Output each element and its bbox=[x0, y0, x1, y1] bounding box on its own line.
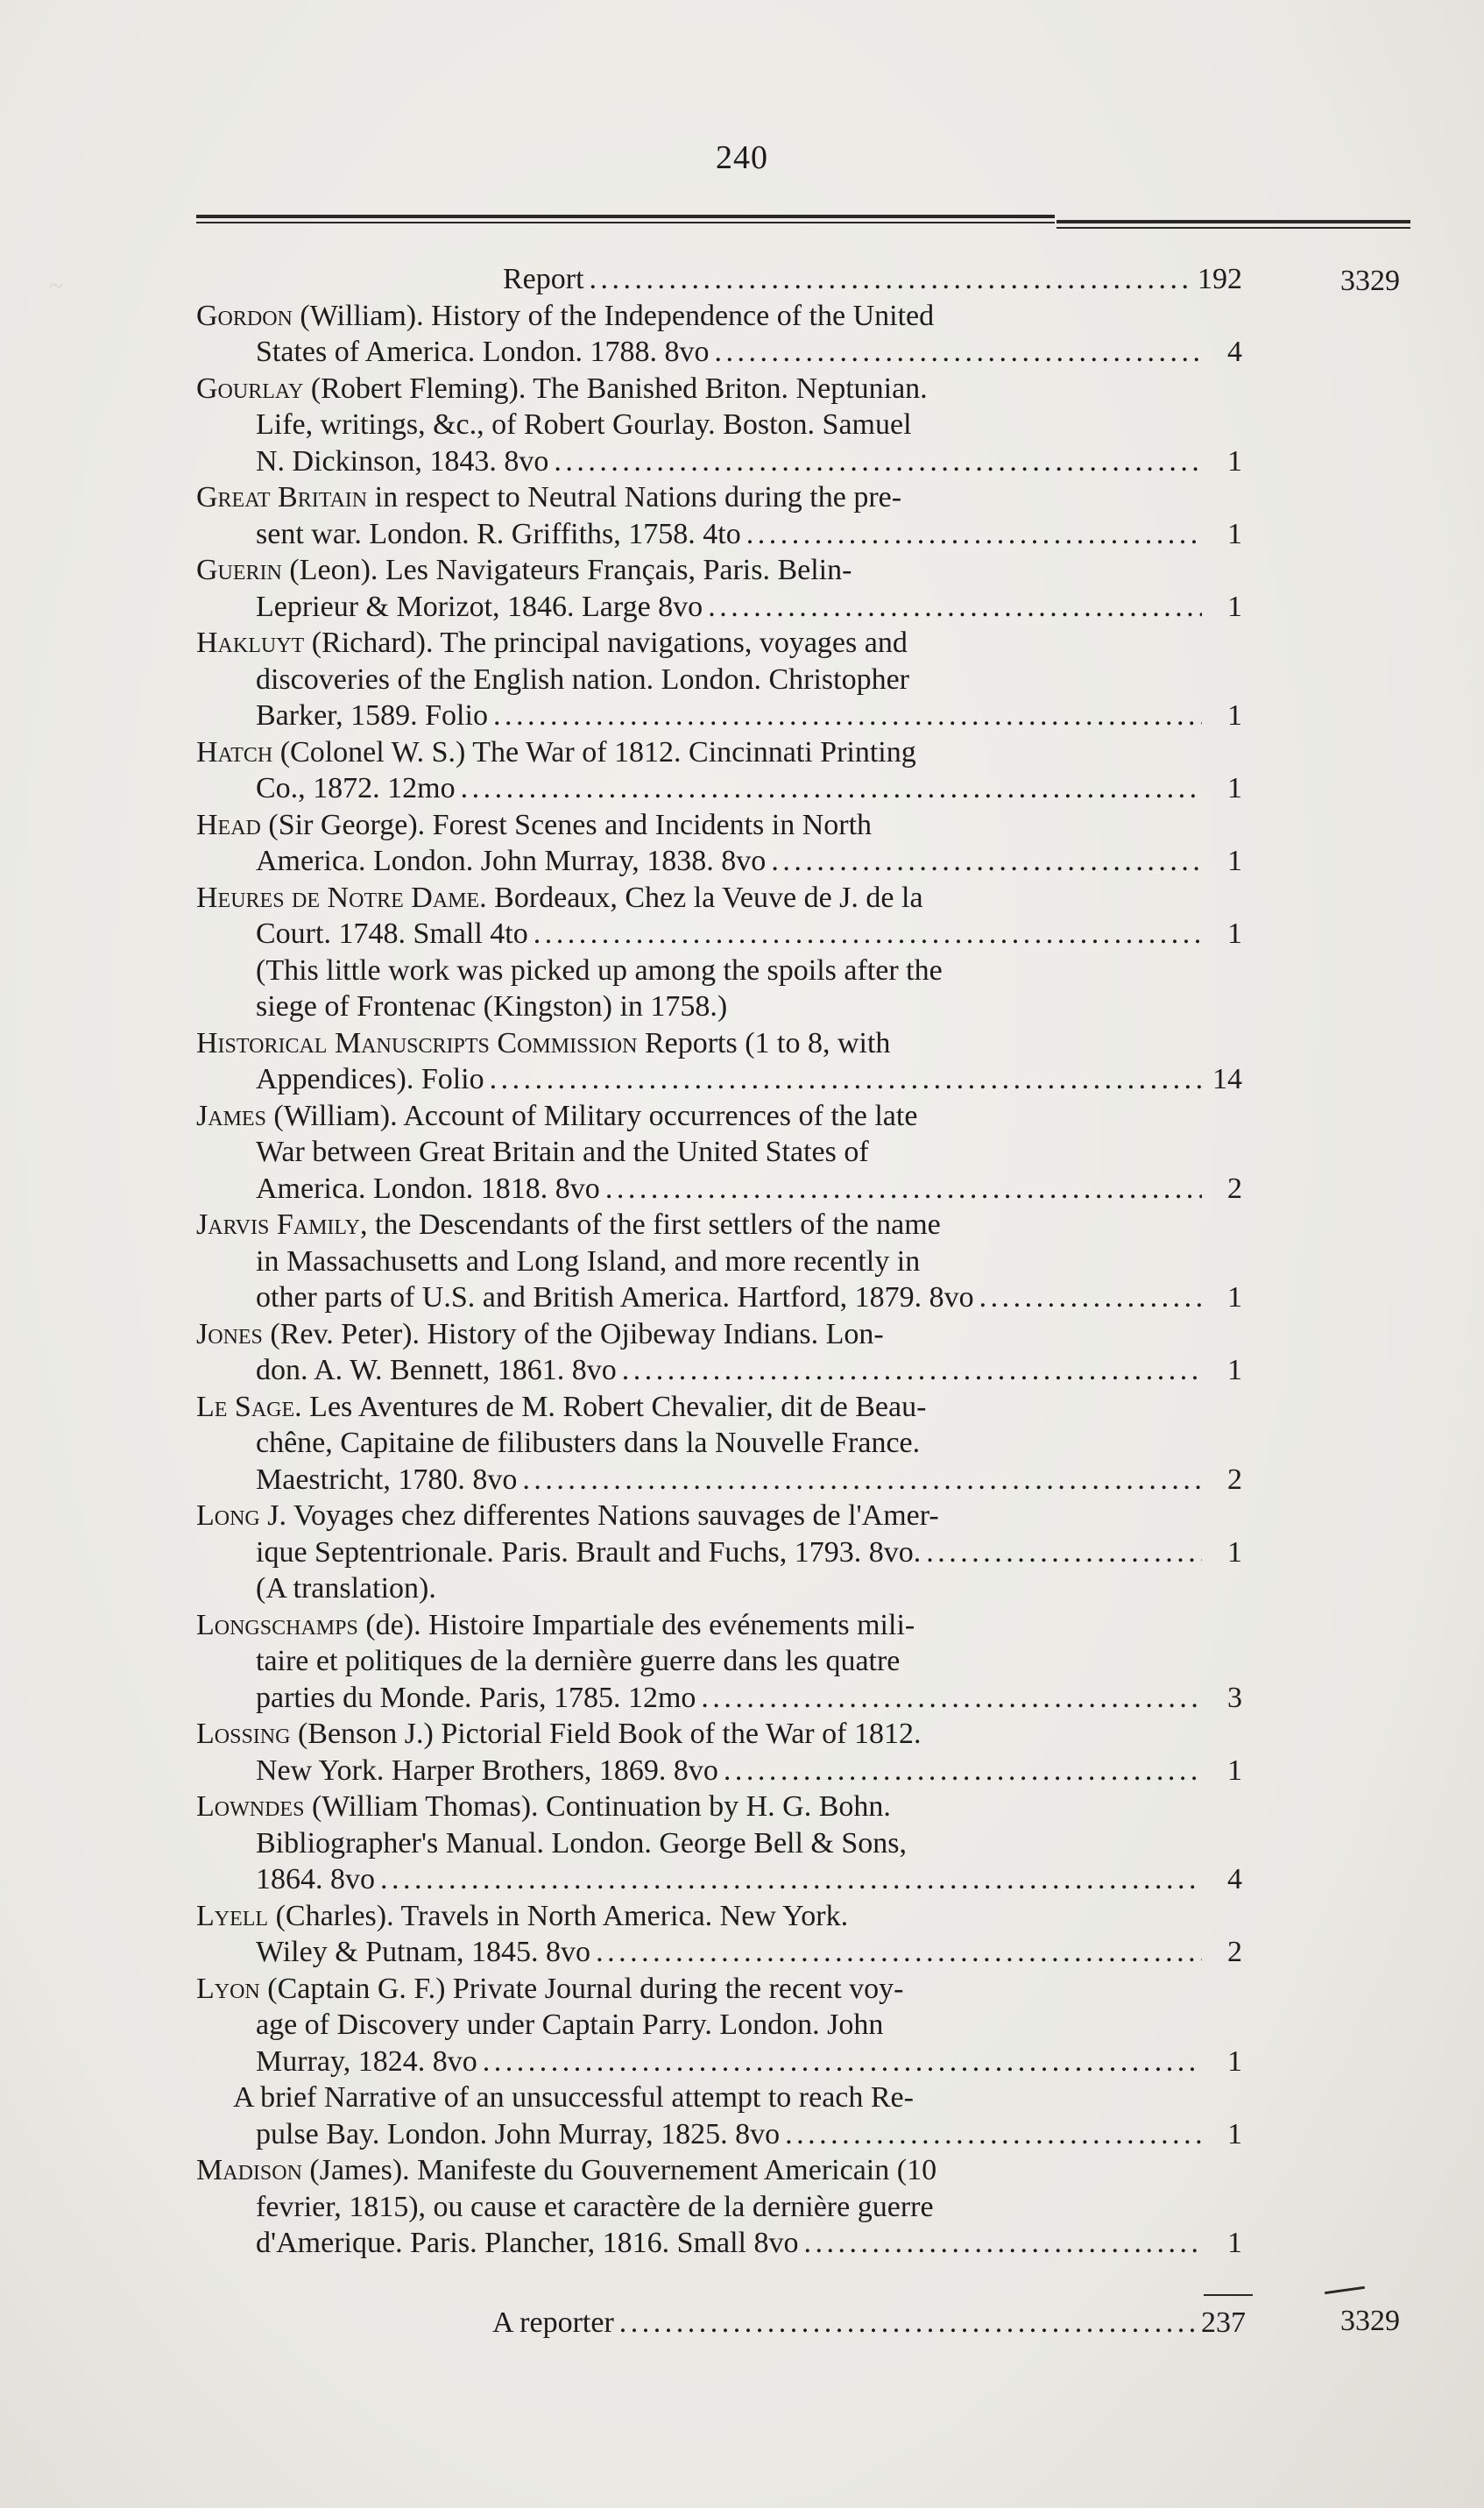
entry-author: Gordon bbox=[196, 299, 293, 332]
entry-count: 2 bbox=[1227, 1463, 1242, 1496]
entry-text: chêne, Capitaine de filibusters dans la Nouvelle France. bbox=[256, 1427, 921, 1459]
catalogue-entry bbox=[196, 1971, 1242, 2080]
entry-count: 1 bbox=[1227, 1535, 1242, 1569]
entry-text: don. A. W. Bennett, 1861. 8vo bbox=[256, 1354, 617, 1386]
leader-dots bbox=[804, 2225, 1202, 2262]
entry-text: J. Voyages chez differentes Nations sauvages de l'Amer- bbox=[267, 1499, 939, 1532]
header-rule-right-thin bbox=[1056, 227, 1410, 229]
catalogue-entry bbox=[196, 371, 1242, 480]
entry-text: America. London. John Murray, 1838. 8vo bbox=[256, 845, 767, 877]
catalogue-entry bbox=[196, 1898, 1242, 1971]
entry-text: Reports (1 to 8, with bbox=[644, 1026, 891, 1059]
entry-author: Long bbox=[196, 1499, 260, 1532]
entry-text: parties du Monde. Paris, 1785. 12mo bbox=[256, 1681, 696, 1714]
catalogue-entry bbox=[196, 1789, 1242, 1898]
catalogue-entry bbox=[196, 2152, 1242, 2262]
entry-text: taire et politiques de la dernière guerre dans les quatre bbox=[256, 1645, 901, 1677]
catalogue-entry bbox=[196, 1389, 1242, 1498]
entry-text: Appendices). Folio bbox=[256, 1063, 484, 1095]
entry-text: Murray, 1824. 8vo bbox=[256, 2044, 477, 2078]
catalogue-entry bbox=[196, 1607, 1242, 1717]
entry-count: 1 bbox=[1227, 772, 1242, 804]
leader-dots bbox=[590, 261, 1192, 298]
report-value: 192 bbox=[1198, 263, 1242, 295]
leader-dots bbox=[554, 443, 1202, 480]
catalogue-entry bbox=[196, 1025, 1242, 1098]
entry-count: 2 bbox=[1227, 1172, 1242, 1205]
catalogue-entry bbox=[196, 1716, 1242, 1789]
catalogue-entry bbox=[196, 880, 1242, 1025]
entry-count: 2 bbox=[1227, 1936, 1242, 1968]
entry-text: War between Great Britain and the United States of bbox=[256, 1136, 869, 1168]
entry-text: discoveries of the English nation. London. Christopher bbox=[256, 662, 909, 696]
entry-note: (This little work was picked up among the spoils after the bbox=[256, 953, 943, 987]
entry-text: (Sir George). Forest Scenes and Incidents in North bbox=[268, 808, 873, 841]
catalogue-entry bbox=[196, 807, 1242, 880]
entry-author: Lyon bbox=[196, 1972, 260, 2005]
entry-text: Co., 1872. 12mo bbox=[256, 772, 456, 804]
leader-dots bbox=[771, 843, 1202, 880]
entry-text: (William). History of the Independence of the United bbox=[300, 299, 935, 332]
footer-total-line bbox=[492, 2306, 1246, 2340]
entry-author: Lossing bbox=[196, 1718, 291, 1750]
header-rule-right bbox=[1056, 220, 1410, 223]
entry-author: Le Sage. bbox=[196, 1390, 302, 1423]
entry-text: (William). Account of Military occurrences of the late bbox=[273, 1099, 918, 1132]
leader-dots bbox=[622, 1352, 1202, 1389]
bleed-through-mark: ~ bbox=[49, 272, 64, 301]
entry-text: (de). Histoire Impartiale des evénements mili- bbox=[365, 1608, 915, 1641]
entry-count: 1 bbox=[1227, 699, 1242, 732]
report-carried-forward bbox=[196, 261, 1242, 298]
entry-text: sent war. London. R. Griffiths, 1758. 4to bbox=[256, 517, 741, 550]
entry-text: A brief Narrative of an unsuccessful attempt to reach Re- bbox=[233, 2081, 914, 2114]
entry-text: Bordeaux, Chez la Veuve de J. de la bbox=[494, 881, 923, 914]
entry-text: the Descendants of the first settlers of the name bbox=[374, 1208, 941, 1241]
catalogue-entry bbox=[196, 625, 1242, 734]
entry-text: (Colonel W. S.) The War of 1812. Cincinnati Printing bbox=[279, 735, 916, 769]
catalogue-entry bbox=[196, 1316, 1242, 1389]
entry-text: Barker, 1589. Folio bbox=[256, 699, 488, 732]
entry-text: Maestricht, 1780. 8vo bbox=[256, 1463, 518, 1496]
entry-count: 1 bbox=[1227, 444, 1242, 478]
catalogue-entry bbox=[196, 552, 1242, 625]
entry-author: Lyell bbox=[196, 1899, 269, 1932]
entry-author: Great Britain bbox=[196, 481, 368, 514]
footer-label: A reporter bbox=[492, 2306, 614, 2339]
entry-author: James bbox=[196, 1099, 266, 1132]
entry-text: fevrier, 1815), ou cause et caractère de la dernière guerre bbox=[256, 2190, 934, 2223]
entry-text: States of America. London. 1788. 8vo bbox=[256, 336, 710, 368]
entry-text: (Charles). Travels in North America. New York. bbox=[275, 1899, 849, 1932]
entry-count: 4 bbox=[1227, 1863, 1242, 1895]
report-right-total: 3329 bbox=[1340, 265, 1400, 297]
footer-right-total: 3329 bbox=[1340, 2305, 1400, 2337]
catalogue-entry bbox=[196, 479, 1242, 552]
catalogue-list bbox=[196, 261, 1242, 2262]
entry-note: siege of Frontenac (Kingston) in 1758.) bbox=[256, 990, 728, 1023]
leader-dots bbox=[461, 770, 1202, 807]
margin-tally-mark bbox=[1325, 2286, 1365, 2294]
entry-text: in respect to Neutral Nations during the pre- bbox=[374, 481, 902, 514]
leader-dots bbox=[708, 589, 1202, 626]
leader-dots bbox=[483, 2044, 1202, 2080]
entry-count: 1 bbox=[1227, 917, 1242, 950]
entry-text: Court. 1748. Small 4to bbox=[256, 917, 528, 950]
header-rule-left-thin bbox=[196, 222, 1055, 223]
entry-text: Bibliographer's Manual. London. George Bell & Sons, bbox=[256, 1826, 908, 1860]
entry-text: (James). Manifeste du Gouvernement Americain (10 bbox=[309, 2154, 937, 2186]
entry-text: (Leon). Les Navigateurs Français, Paris. Belin- bbox=[289, 554, 852, 586]
leader-dots bbox=[701, 1680, 1202, 1717]
entry-author: Lowndes bbox=[196, 1790, 305, 1823]
leader-dots bbox=[926, 1534, 1202, 1571]
entry-count: 1 bbox=[1227, 845, 1242, 877]
leader-dots bbox=[605, 1171, 1202, 1208]
catalogue-entry bbox=[196, 1498, 1242, 1607]
header-rule-left bbox=[196, 215, 1055, 218]
leader-dots bbox=[380, 1861, 1202, 1898]
entry-author: Heures de Notre Dame. bbox=[196, 881, 487, 914]
catalogue-entry bbox=[196, 1098, 1242, 1208]
entry-count: 1 bbox=[1227, 2117, 1242, 2150]
leader-dots bbox=[534, 916, 1202, 953]
entry-text: America. London. 1818. 8vo bbox=[256, 1172, 600, 1205]
entry-author: Jarvis Family, bbox=[196, 1208, 368, 1241]
catalogue-entry bbox=[196, 1207, 1242, 1316]
page-number: 240 bbox=[716, 139, 768, 176]
entry-count: 1 bbox=[1227, 2227, 1242, 2259]
entry-text: (Benson J.) Pictorial Field Book of the War of 1812. bbox=[297, 1718, 922, 1750]
leader-dots bbox=[714, 334, 1202, 371]
entry-author: Longschamps bbox=[196, 1608, 358, 1641]
entry-count: 4 bbox=[1227, 336, 1242, 368]
leader-dots bbox=[522, 1462, 1202, 1498]
entry-text: Les Aventures de M. Robert Chevalier, dit de Beau- bbox=[309, 1390, 927, 1423]
entry-count: 1 bbox=[1227, 1354, 1242, 1386]
footer-value: 237 bbox=[1201, 2306, 1246, 2339]
entry-count: 1 bbox=[1227, 2044, 1242, 2078]
leader-dots bbox=[746, 516, 1202, 553]
entry-author: Jones bbox=[196, 1317, 263, 1350]
entry-text: in Massachusetts and Long Island, and more recently in bbox=[256, 1244, 921, 1278]
total-rule bbox=[1204, 2294, 1253, 2296]
leader-dots bbox=[596, 1934, 1202, 1971]
entry-text: (Richard). The principal navigations, voyages and bbox=[311, 627, 908, 659]
entry-author: Head bbox=[196, 808, 261, 841]
leader-dots bbox=[979, 1279, 1202, 1316]
entry-text: Wiley & Putnam, 1845. 8vo bbox=[256, 1936, 591, 1968]
entry-text: other parts of U.S. and British America. Hartford, 1879. 8vo bbox=[256, 1281, 974, 1314]
entry-count: 1 bbox=[1227, 590, 1242, 623]
entry-text: (William Thomas). Continuation by H. G. Bohn. bbox=[311, 1790, 891, 1823]
entry-author: Historical Manuscripts Commission bbox=[196, 1026, 638, 1059]
entry-text: d'Amerique. Paris. Plancher, 1816. Small 8vo bbox=[256, 2227, 799, 2259]
entry-text: ique Septentrionale. Paris. Brault and Fuchs, 1793. 8vo. bbox=[256, 1535, 922, 1569]
entry-text: (A translation). bbox=[256, 1572, 436, 1605]
report-label: Report bbox=[503, 263, 584, 295]
entry-text: Leprieur & Morizot, 1846. Large 8vo bbox=[256, 590, 703, 623]
entry-count: 1 bbox=[1227, 517, 1242, 550]
entry-text: age of Discovery under Captain Parry. London. John bbox=[256, 2009, 884, 2041]
leader-dots bbox=[490, 1061, 1202, 1098]
entry-author: Guerin bbox=[196, 554, 282, 586]
entry-count: 1 bbox=[1227, 1281, 1242, 1314]
entry-text: (Rev. Peter). History of the Ojibeway Indians. Lon- bbox=[270, 1317, 884, 1350]
leader-dots bbox=[724, 1753, 1202, 1789]
leader-dots bbox=[785, 2116, 1202, 2153]
catalogue-entry bbox=[196, 298, 1242, 371]
entry-count: 14 bbox=[1212, 1063, 1242, 1095]
entry-count: 3 bbox=[1227, 1681, 1242, 1714]
entry-text: 1864. 8vo bbox=[256, 1863, 375, 1895]
entry-author: Madison bbox=[196, 2154, 302, 2186]
entry-text: N. Dickinson, 1843. 8vo bbox=[256, 444, 549, 478]
entry-text: New York. Harper Brothers, 1869. 8vo bbox=[256, 1753, 718, 1787]
entry-count: 1 bbox=[1227, 1753, 1242, 1787]
catalogue-entry bbox=[196, 734, 1242, 807]
entry-author: Hakluyt bbox=[196, 627, 305, 659]
entry-author: Hatch bbox=[196, 735, 273, 769]
entry-text: (Robert Fleming). The Banished Briton. Neptunian. bbox=[310, 372, 928, 405]
entry-text: Life, writings, &c., of Robert Gourlay. Boston. Samuel bbox=[256, 408, 912, 441]
entry-author: Gourlay bbox=[196, 372, 304, 405]
entry-text: pulse Bay. London. John Murray, 1825. 8vo bbox=[256, 2117, 781, 2150]
catalogue-entry bbox=[196, 2079, 1242, 2152]
leader-dots bbox=[493, 698, 1202, 734]
leader-dots bbox=[619, 2306, 1196, 2340]
entry-text: (Captain G. F.) Private Journal during the recent voy- bbox=[267, 1972, 904, 2005]
